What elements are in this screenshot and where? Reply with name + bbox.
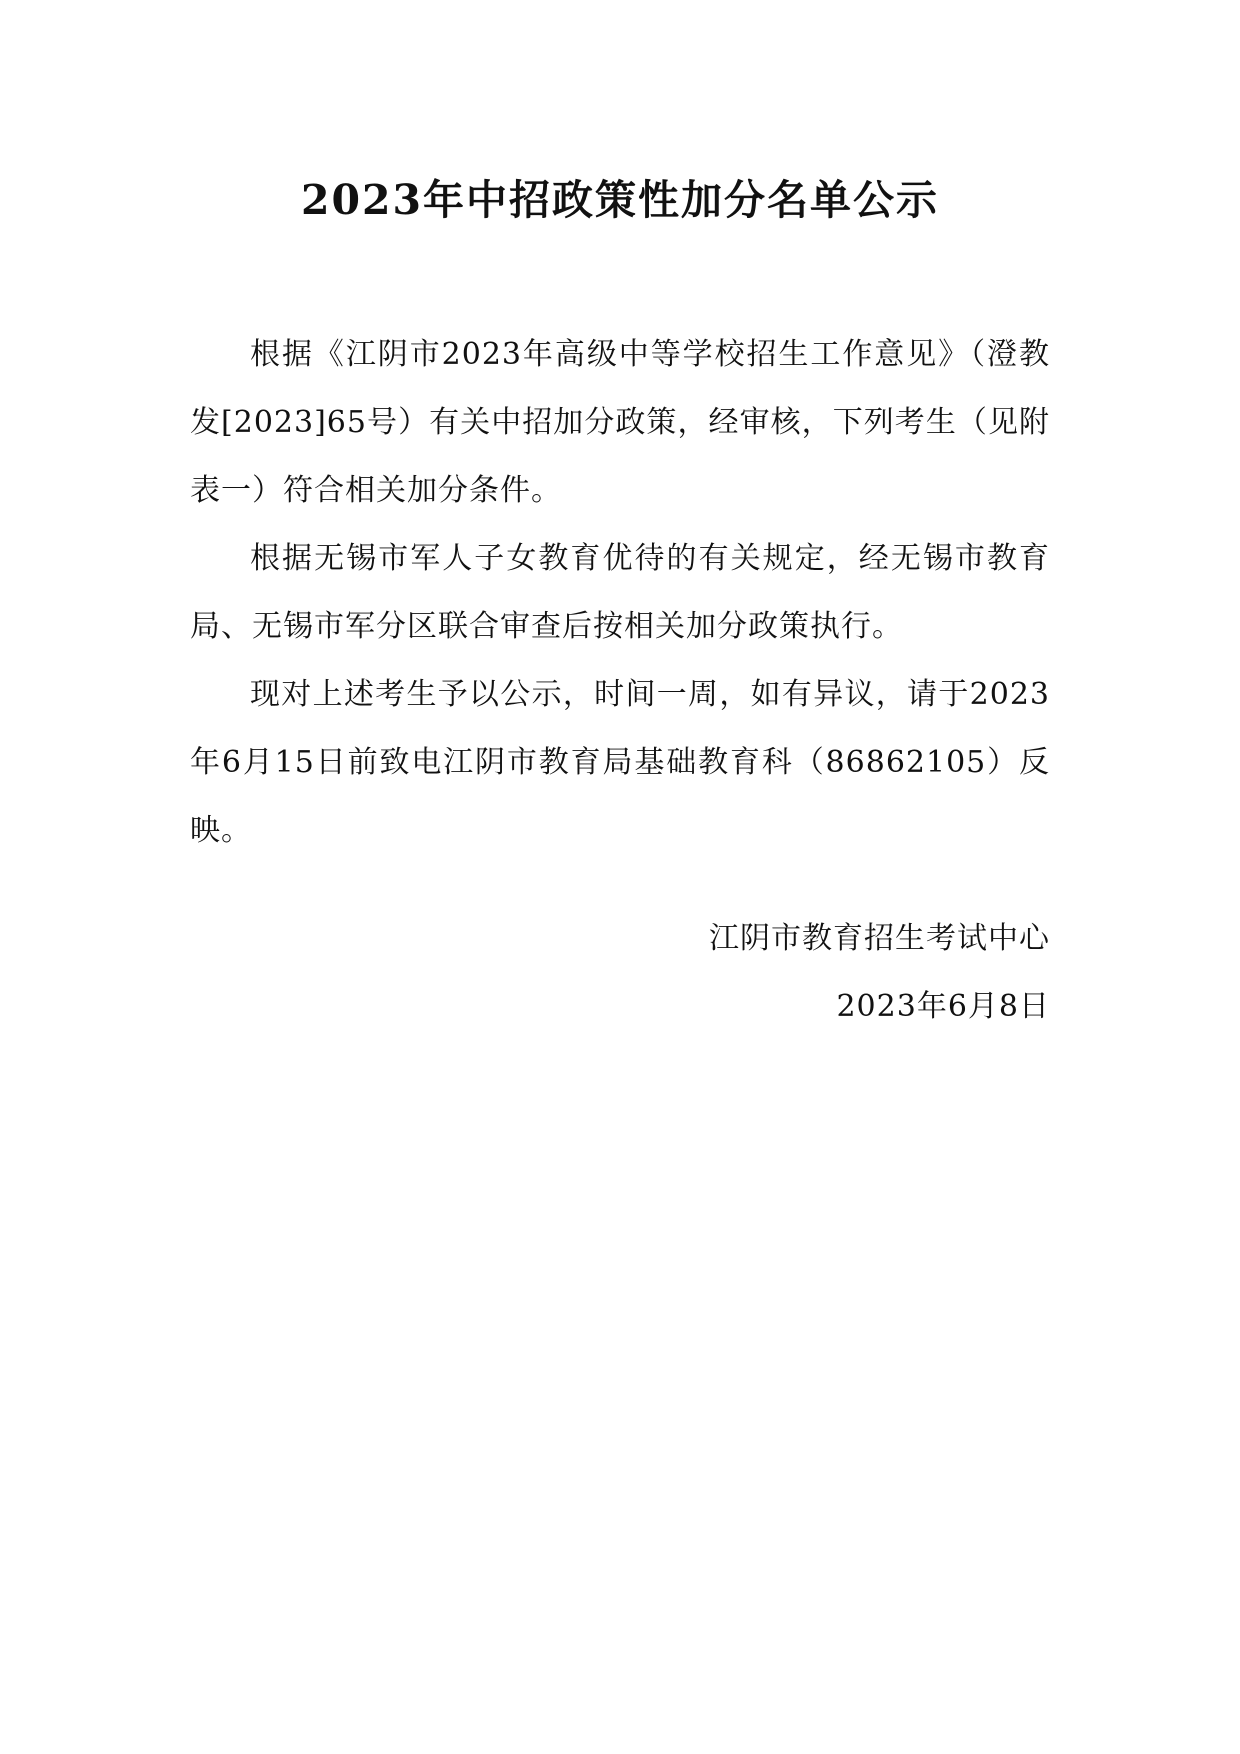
signature-block [450,905,1050,1041]
document-body [190,321,1050,865]
paragraph-military-children: 根据无锡市军人子女教育优待的有关规定，经无锡市教育局、无锡市军分区联合审查后按相关加分政策执行。 [190,541,1050,644]
paragraph-policy-basis: 根据《江阴市2023年高级中等学校招生工作意见》（澄教发[2023]65号）有关中招加分政策，经审核，下列考生（见附表一）符合相关加分条件。 [190,337,1050,508]
issuing-organization: 江阴市教育招生考试中心 [709,921,1050,956]
paragraph-public-notice: 现对上述考生予以公示，时间一周，如有异议，请于2023年6月15日前致电江阴市教育局基础教育科（86862105）反映。 [190,677,1050,848]
issue-date: 2023年6月8日 [836,989,1050,1024]
document-title: 2023年中招政策性加分名单公示 [300,176,940,224]
